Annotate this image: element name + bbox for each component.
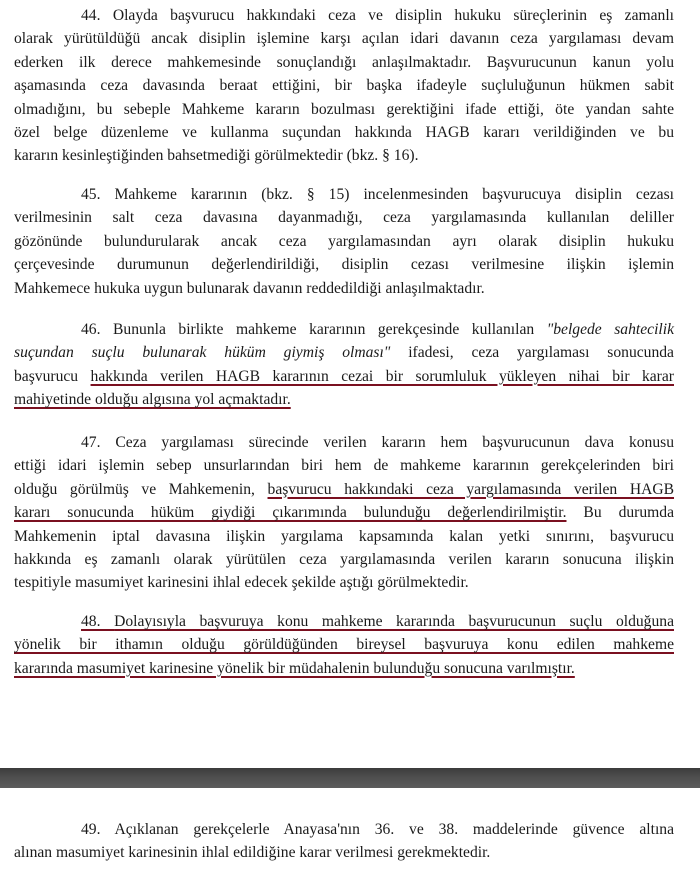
paragraph-line: hakkında eş zamanlı olarak yürütülen ceza yargılamasında verilen kararın sonucuna ilişkin	[14, 551, 674, 569]
paragraph-49	[14, 818, 674, 865]
paragraph-line	[14, 4, 674, 27]
paragraph-line: Mahkemece hukuka uygun bulunarak davanın reddedildiği anlaşılmaktadır.	[14, 279, 485, 297]
paragraph-44	[14, 4, 674, 168]
paragraph-text: Bu durumda	[566, 504, 674, 522]
quoted-phrase: "belgede sahtecilik	[546, 321, 674, 338]
paragraph-line: verilmesinin salt ceza davasına dayanmadığı, ceza yargılamasında kullanılan deliller	[14, 209, 674, 227]
paragraph-number: 44.	[81, 7, 101, 24]
paragraph-line: özel belge düzenleme ve kullanma suçundan hakkında HAGB kararı verildiğinden ve bu	[14, 124, 674, 142]
paragraph-45	[14, 183, 674, 300]
paragraph-text: olduğu görülmüş ve Mahkemenin,	[14, 480, 268, 498]
underlined-text: Dolayısıyla başvuruya konu mahkeme kararında başvurucunun suçlu olduğuna	[114, 613, 674, 630]
paragraph-line	[14, 318, 674, 341]
paragraph-number: 47.	[81, 434, 101, 451]
paragraph-line: aşamasında ceza davasında beraat ettiğini, bir başka ifadeyle suçluluğunun hükmen sabit	[14, 77, 674, 95]
paragraph-number: 46.	[81, 321, 101, 338]
paragraph-line: olmadığını, bu sebeple Mahkeme kararın bozulması gerektiğini ifade ettiği, öte yandan sahte	[14, 100, 674, 118]
paragraph-number: 49.	[81, 821, 101, 838]
underlined-text: hakkında verilen HAGB kararının cezai bir sorumluluk yükleyen nihai bir karar	[90, 367, 674, 385]
paragraph-text: Açıklanan gerekçelerle Anayasa'nın 36. ve 38. maddelerinde güvence altına	[114, 821, 674, 838]
paragraph-line	[14, 501, 674, 524]
paragraph-line: ettiği idari işlemin sebep unsurlarından biri hem de mahkeme kararının gerekçelerinden biri	[14, 457, 674, 475]
paragraph-47	[14, 431, 674, 595]
paragraph-line: Mahkemenin iptal davasına ilişkin yargılama kapsamında kalan yetki sınırını, başvurucu	[14, 527, 674, 545]
paragraph-line: gözönünde bulundurularak ancak ceza yargılamasından ayrı olarak disiplin hukuku	[14, 232, 674, 250]
paragraph-text: ifadesi, ceza yargılaması sonucunda	[390, 344, 674, 362]
paragraph-text: Ceza yargılaması sürecinde verilen kararın hem başvurucunun dava konusu	[115, 434, 674, 451]
paragraph-line: olarak yürütüldüğü ancak disiplin işlemine karşı açılan idari davanın ceza yargılaması devam	[14, 30, 674, 48]
paragraph-text: başvurucu	[14, 367, 91, 385]
paragraph-48	[14, 610, 674, 680]
paragraph-text: Mahkeme kararının (bkz. § 15) incelenmesinden başvurucuya disiplin cezası	[114, 186, 674, 203]
underlined-text: kararında masumiyet karinesine yönelik bir müdahalenin bulunduğu sonucuna varılmıştır.	[14, 659, 575, 677]
underlined-text: yönelik bir ithamın olduğu görüldüğünden bireysel başvuruya konu edilen mahkeme	[14, 636, 674, 654]
paragraph-line	[14, 183, 674, 206]
page-break-divider	[0, 768, 700, 788]
paragraph-line	[14, 633, 674, 656]
paragraph-line	[14, 431, 674, 454]
paragraph-line: tespitiyle masumiyet karinesini ihlal edecek şekilde aştığı görülmektedir.	[14, 574, 469, 592]
paragraph-text: Olayda başvurucu hakkındaki ceza ve disiplin hukuku süreçlerinin eş zamanlı	[112, 7, 674, 24]
paragraph-line: çerçevesinde durumunun değerlendirildiği, disiplin cezası verilmesine ilişkin işlemin	[14, 256, 674, 274]
paragraph-line	[14, 341, 674, 364]
underlined-text: kararı sonucunda hüküm giydiği çıkarımında bulunduğu değerlendirilmiştir.	[14, 504, 567, 522]
paragraph-46	[14, 318, 674, 412]
paragraph-line	[14, 657, 674, 680]
paragraph-number: 45.	[81, 186, 101, 203]
paragraph-line	[14, 610, 674, 633]
paragraph-line: ederken ilk derece mahkemesinde sonuçlandığı anlaşılmaktadır. Başvurucunun kanun yolu	[14, 53, 674, 71]
paragraph-line	[14, 388, 674, 411]
paragraph-line	[14, 365, 674, 388]
underlined-text: başvurucu hakkındaki ceza yargılamasında verilen HAGB	[267, 480, 675, 498]
paragraph-number: 48.	[81, 613, 101, 630]
paragraph-line	[14, 818, 674, 841]
paragraph-line	[14, 478, 674, 501]
quoted-phrase: suçundan suçlu bulunarak hüküm giymiş olması"	[14, 344, 391, 362]
paragraph-text: Bununla birlikte mahkeme kararının gerekçesinde kullanılan	[113, 321, 547, 338]
paragraph-line: alınan masumiyet karinesinin ihlal edildiğine karar verilmesi gerekmektedir.	[14, 844, 491, 862]
paragraph-line: kararın kesinleştiğinden bahsetmediği görülmektedir (bkz. § 16).	[14, 147, 419, 165]
underlined-text: mahiyetinde olduğu algısına yol açmaktadır.	[14, 391, 291, 409]
